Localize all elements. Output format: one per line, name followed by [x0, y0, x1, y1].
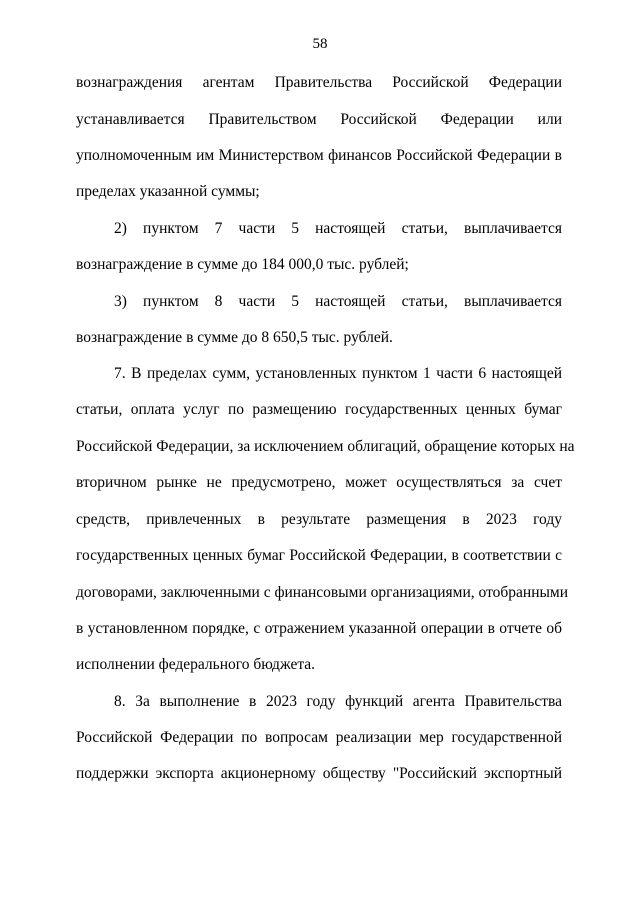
- text-line: уполномоченным им Министерством финансов Российской Федерации в: [76, 147, 562, 164]
- text-line: поддержки экспорта акционерному обществу "Российский экспортный: [76, 765, 562, 782]
- text-line: 2) пунктом 7 части 5 настоящей статьи, выплачивается: [114, 220, 562, 237]
- text-line: Российской Федерации, за исключением облигаций, обращение которых на: [76, 438, 575, 455]
- text-line: вторичном рынке не предусмотрено, может осуществляться за счет: [76, 474, 562, 491]
- text-line: Российской Федерации по вопросам реализации мер государственной: [76, 729, 562, 746]
- text-line: вознаграждение в сумме до 184 000,0 тыс. рублей;: [76, 256, 409, 273]
- text-line: договорами, заключенными с финансовыми организациями, отобранными: [76, 584, 569, 601]
- text-line: устанавливается Правительством Российской Федерации или: [76, 111, 562, 128]
- text-line: 7. В пределах сумм, установленных пунктом 1 части 6 настоящей: [114, 365, 562, 382]
- text-line: пределах указанной суммы;: [76, 183, 260, 200]
- text-line: вознаграждение в сумме до 8 650,5 тыс. рублей.: [76, 329, 393, 346]
- text-line: исполнении федерального бюджета.: [76, 656, 316, 673]
- text-line: государственных ценных бумаг Российской Федерации, в соответствии с: [76, 547, 562, 564]
- text-line: средств, привлеченных в результате размещения в 2023 году: [76, 511, 562, 528]
- text-line: в установленном порядке, с отражением указанной операции в отчете об: [76, 620, 562, 637]
- text-line: 8. За выполнение в 2023 году функций агента Правительства: [114, 693, 562, 710]
- page-number: 58: [312, 36, 328, 52]
- text-line: вознаграждения агентам Правительства Российской Федерации: [76, 74, 562, 91]
- text-line: 3) пунктом 8 части 5 настоящей статьи, выплачивается: [114, 293, 562, 310]
- text-line: статьи, оплата услуг по размещению государственных ценных бумаг: [76, 401, 562, 418]
